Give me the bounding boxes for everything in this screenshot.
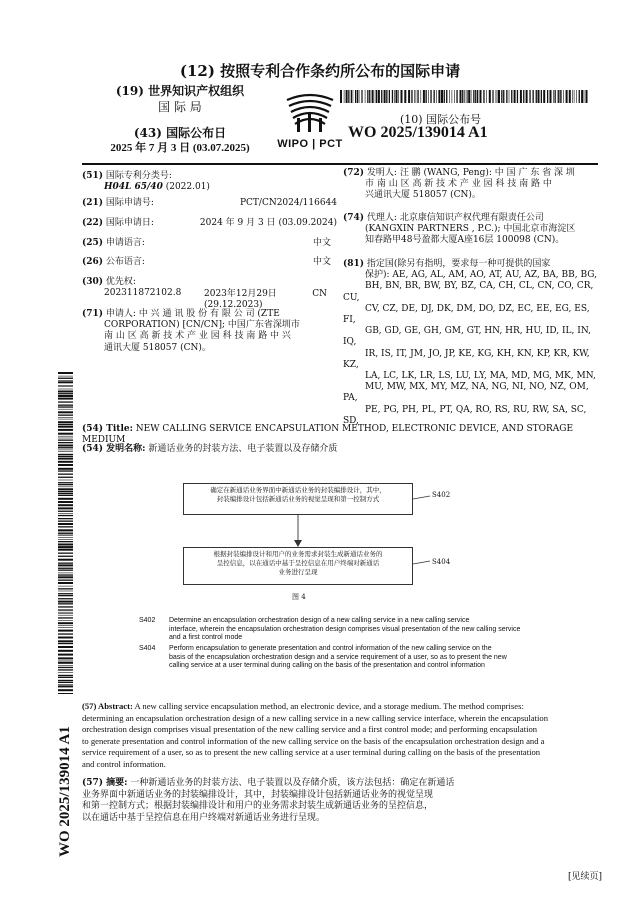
field-label: 国际申请号: (105, 198, 154, 208)
abstract-en-code: (57) Abstract: (82, 701, 133, 711)
ipc-year: (2022.01) (165, 182, 210, 193)
agent-line: 知春路甲48号盈都大厦A座16层 100098 (CN)。 (365, 235, 565, 246)
legend-line: Determine an encapsulation orchestration design of a new calling service in a new calling service (169, 617, 470, 624)
org-bureau: 国 际 局 (158, 100, 202, 114)
field-code: (81) (343, 259, 365, 269)
field-code: (71) (82, 309, 104, 319)
applicant-line: CORPORATION) [CN/CN]; 中国广东省深圳市 (104, 320, 300, 331)
legend-line: Perform encapsulation to generate presentation and control information of the new calling service on the (169, 645, 492, 652)
states-line: MU, MW, MX, MY, MZ, NA, NG, NI, NO, NZ, OM, PA, (343, 382, 589, 404)
abstract-line: determining an encapsulation orchestration design of a new calling service in a new calling service interface, wherein the encapsulation (82, 712, 549, 723)
abstract-line: orchestration design comprises visual presentation of the new calling service and a first control mode; and performing encapsulation (82, 724, 538, 734)
ref-leader (413, 561, 430, 564)
field-code: (26) (82, 257, 104, 267)
abstract-line: to generate presentation and control information of the new calling service on the basis of the encapsulation orchestration design and a (82, 735, 545, 746)
abstract-line: 以在通话中基于呈控信息在用户终端对新通话业务进行呈现。 (82, 813, 326, 824)
ipc-class: H04L 65/40 (104, 182, 163, 193)
field-code: (72) (343, 168, 365, 178)
inventor-line: 兴通讯大厦 518057 (CN)。 (365, 190, 481, 201)
flow-step-text: 根据封装编排设计和用户的业务需求封装生成新通话业务的 (213, 550, 383, 558)
abstract-line: 一种新通话业务的封装方法、电子装置以及存储介质，该方法包括：确定在新通话 (130, 778, 455, 788)
states-line: BH, BN, BR, BW, BY, BZ, CA, CH, CL, CN, CO, CR, CU, (343, 281, 594, 303)
arrow-head-icon (294, 540, 302, 547)
flow-step-box (183, 547, 413, 585)
states-line: 保护): AE, AG, AL, AM, AO, AT, AU, AZ, BA, BB, BG, (365, 270, 597, 281)
legend-text (169, 617, 549, 643)
title-zh-code: (54) 发明名称: (82, 444, 146, 454)
flow-step-text: 业务进行呈现 (278, 568, 318, 576)
ref-leader (413, 496, 430, 499)
applicant-line: 通讯大厦 518057 (CN)。 (104, 342, 211, 353)
publication-language: 中文 (312, 257, 331, 267)
pub-number-label: (10) 国际公布号 (400, 113, 482, 126)
states-line: IR, IS, IT, JM, JO, JP, KE, KG, KH, KN, KP, KR, KW, KZ, (343, 348, 590, 370)
abstract-line: A new calling service encapsulation method, an electronic device, and a storage medium. The method comprises: (134, 701, 524, 711)
applicant-line: 申请人: 中 兴 通 讯 股 份 有 限 公 司 (ZTE (105, 309, 280, 319)
legend-line: and a first control mode (169, 634, 243, 641)
field-code: (22) (82, 218, 104, 228)
inventor-line: 市 南 山 区 高 新 技 术 产 业 园 科 技 南 路 中 (365, 179, 552, 190)
document-title: (12) 按照专利合作条约所公布的国际申请 (179, 62, 461, 80)
agent-line: (KANGXIN PARTNERS , P.C.); 中国北京市海淀区 (365, 224, 576, 235)
states-line: PE, PG, PH, PL, PT, QA, RO, RS, RU, RW, SA, SC, SD, (343, 404, 587, 426)
flow-step-text: 确定在新通话业务界面中新通话业务的封装编排设计，其中， (210, 486, 386, 494)
application-number: PCT/CN2024/116644 (239, 198, 337, 208)
abstract-line: and control information. (82, 758, 166, 769)
org-name: (19) 世界知识产权组织 (115, 84, 245, 98)
continued-note: [见续页] (567, 872, 602, 882)
field-code: (51) (82, 171, 104, 181)
legend-line: basis of the encapsulation orchestration design and a service requirement of a user, so as to present the new (169, 653, 507, 661)
abstract-zh-code: (57) 摘要: (82, 778, 128, 788)
legend-code: S402 (139, 617, 156, 624)
pub-date-label: (43) 国际公布日 (133, 126, 227, 140)
title-zh-text: 新通话业务的封装方法、电子装置以及存储介质 (148, 444, 338, 454)
states-line: LA, LC, LK, LR, LS, LU, LY, MA, MD, MG, MK, MN, (365, 371, 596, 382)
pub-number: WO 2025/139014 A1 (348, 124, 488, 141)
legend-code: S404 (139, 645, 156, 652)
step-ref: S402 (432, 491, 451, 499)
title-en-code: (54) Title: (82, 424, 133, 434)
abstract-line: 业务界面中新通话业务的封装编排设计，其中，封装编排设计包括新通话业务的视觉呈现 (82, 789, 434, 800)
abstract-line: service requirement of a user, so as to present the new calling service at a user terminal during calling on the basis of the presentation (82, 747, 541, 757)
field-code: (21) (82, 198, 104, 208)
priority-country: CN (312, 289, 327, 299)
filing-date: 2024 年 9 月 3 日 (03.09.2024) (199, 218, 337, 228)
field-label: 国际专利分类号: (105, 171, 172, 181)
flow-step-text: 呈控信息，以在通话中基于呈控信息在用户终端对新通话 (216, 559, 380, 567)
pub-date: 2025 年 7 月 3 日 (03.07.2025) (110, 142, 250, 154)
wipo-wordmark: WIPO | PCT (277, 138, 343, 150)
priority-date: 2023年12月29日 (29.12.2023) (204, 289, 277, 311)
filing-language: 中文 (312, 238, 331, 248)
abstract-en (82, 701, 600, 770)
abstract-zh (82, 778, 600, 825)
legend-line: interface, wherein the encapsulation orchestration design comprises visual presentation of the new calling service (169, 625, 521, 633)
field-code: (25) (82, 238, 104, 248)
agent-line: 代理人: 北京康信知识产权代理有限责任公司 (366, 213, 544, 223)
step-ref: S404 (432, 558, 451, 566)
field-label: 申请语言: (105, 238, 145, 248)
priority-number: 202311872102.8 (104, 288, 182, 299)
field-code: (30) (82, 277, 104, 287)
side-pub-number: WO 2025/139014 A1 (57, 726, 73, 857)
inventor-line: 发明人: 汪 鹏 (WANG, Peng): 中 国 广 东 省 深 圳 (366, 168, 575, 178)
field-label: 公布语言: (105, 257, 145, 267)
legend-text (169, 645, 549, 671)
field-label: 国际申请日: (105, 218, 154, 228)
states-line: GB, GD, GE, GH, GM, GT, HN, HR, HU, ID, IL, IN, IQ, (343, 326, 591, 348)
states-line: 指定国(除另有指明，要求每一种可提供的国家 (366, 259, 551, 269)
field-code: (74) (343, 213, 365, 223)
figure-caption: 图 4 (292, 593, 306, 601)
title-en-text: NEW CALLING SERVICE ENCAPSULATION METHOD, ELECTRONIC DEVICE, AND STORAGE MEDIUM (82, 424, 574, 446)
abstract-line: 和第一控制方式；根据封装编排设计和用户的业务需求封装生成新通话业务的呈控信息， (82, 801, 434, 812)
flow-step-text: 封装编排设计包括新通话业务的视觉呈现和第一控制方式 (216, 495, 380, 503)
field-label: 优先权: (105, 277, 136, 287)
applicant-line: 南 山 区 高 新 技 术 产 业 园 科 技 南 路 中 兴 (104, 331, 291, 342)
legend-line: calling service at a user terminal during calling on the basis of the presentation and control information (169, 662, 485, 669)
states-line: CV, CZ, DE, DJ, DK, DM, DO, DZ, EC, EE, EG, ES, FI, (343, 303, 590, 326)
